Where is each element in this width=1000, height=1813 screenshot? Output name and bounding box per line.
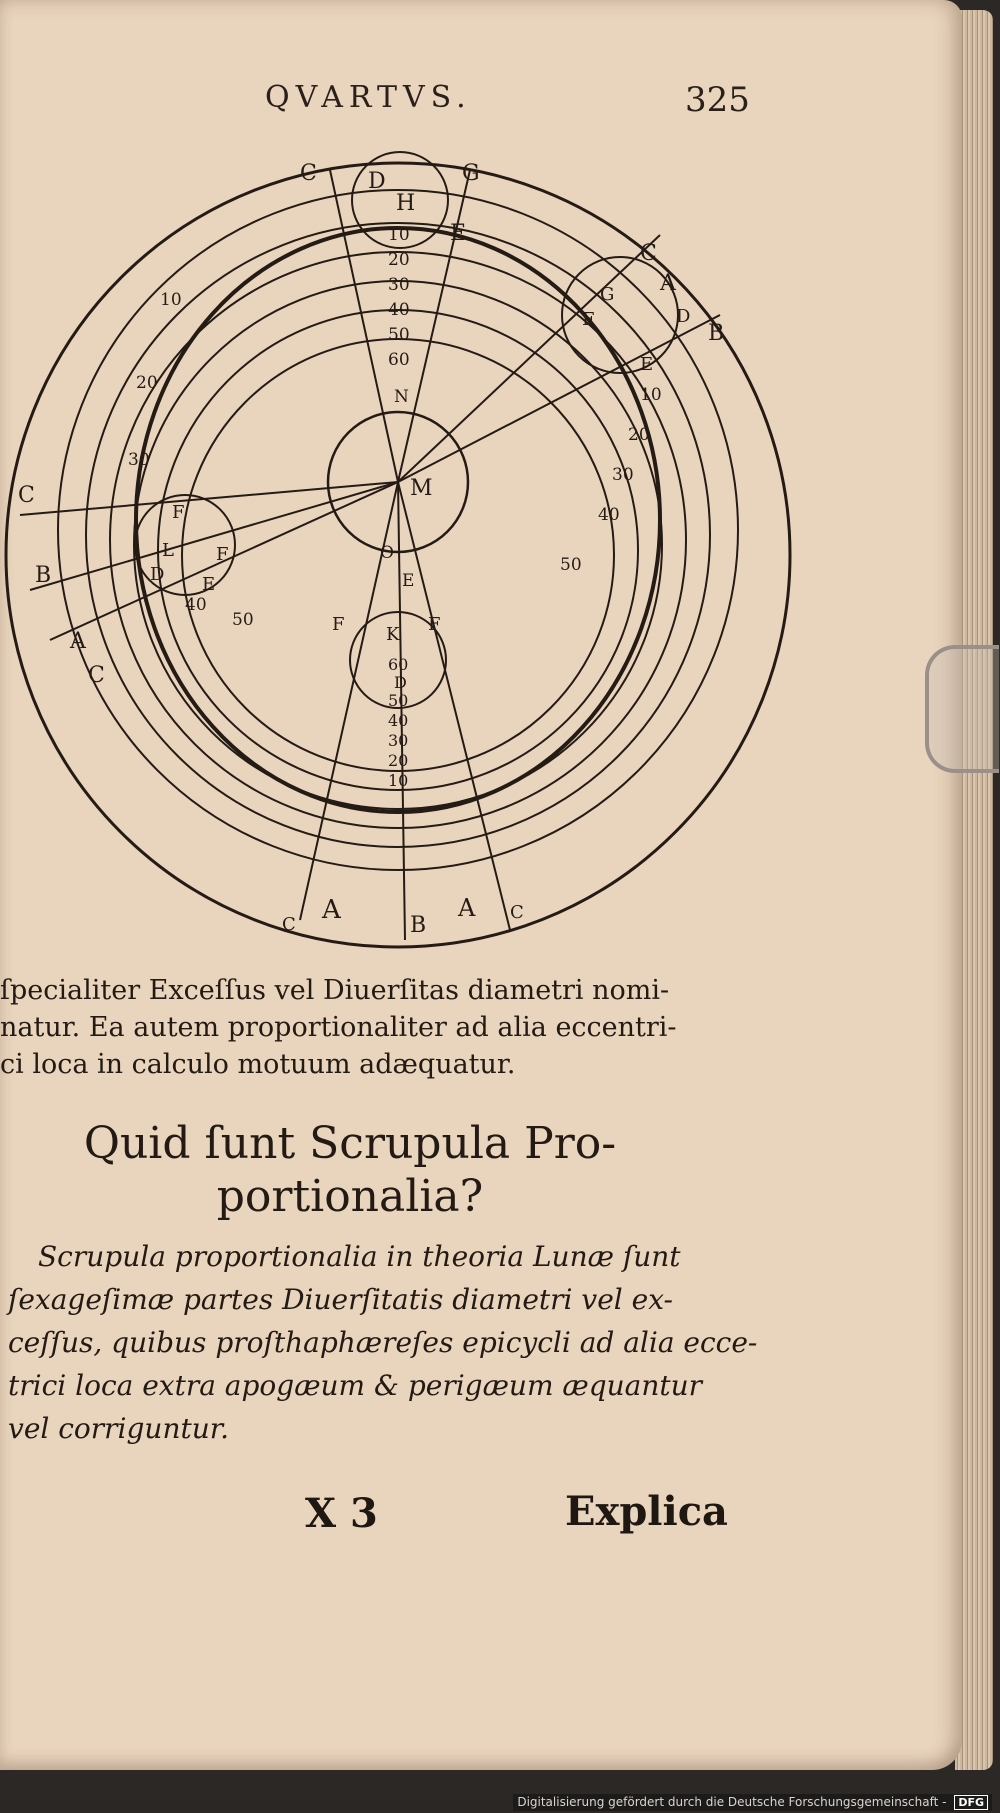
- signature-mark: X 3: [305, 1490, 378, 1537]
- answer-line: ceſſus, quibus proſthaphæreſes epicycli ad alia ecce-: [8, 1326, 758, 1359]
- digitization-credit: [513, 1794, 992, 1811]
- label-top-10: 10: [388, 225, 410, 245]
- label-right-10: 10: [640, 385, 662, 405]
- label-left-f2: F: [216, 544, 229, 565]
- answer-line: vel corriguntur.: [8, 1412, 229, 1445]
- label-top-30: 30: [388, 275, 410, 295]
- label-right-f: F: [582, 309, 595, 330]
- label-left-30: 30: [128, 450, 150, 470]
- dfg-logo: DFG: [954, 1795, 988, 1810]
- label-right-c: C: [640, 241, 657, 266]
- label-right-40: 40: [598, 505, 620, 525]
- heading-line: portionalia?: [216, 1171, 484, 1222]
- lunar-theory-diagram: [0, 140, 800, 960]
- label-left-40: 40: [185, 595, 207, 615]
- label-bottom-40: 40: [388, 711, 409, 730]
- page-clip: [925, 645, 999, 773]
- label-left-d: D: [150, 564, 165, 585]
- label-left-20: 20: [136, 373, 158, 393]
- label-bottom-k: K: [386, 624, 400, 645]
- label-top-h: H: [396, 191, 416, 216]
- label-right-d: D: [676, 306, 691, 327]
- label-right-b: B: [708, 321, 725, 346]
- label-left-c1: C: [18, 483, 35, 508]
- label-top-d: D: [368, 169, 386, 194]
- answer-line: ſexageſimæ partes Diuerſitatis diametri vel ex-: [8, 1283, 673, 1316]
- label-base-b: B: [410, 913, 427, 938]
- body-line: ci loca in calculo motuum adæquatur.: [0, 1049, 516, 1080]
- label-top-e: E: [450, 221, 467, 246]
- label-bottom-50: 50: [388, 691, 409, 710]
- answer-line: Scrupula proportionalia in theoria Lunæ ſunt: [38, 1240, 681, 1273]
- label-top-40: 40: [388, 300, 410, 320]
- label-left-c2: C: [88, 663, 105, 688]
- label-top-c: C: [300, 161, 317, 186]
- label-right-a: A: [660, 271, 676, 296]
- label-right-30: 30: [612, 465, 634, 485]
- label-right-e: E: [640, 354, 654, 375]
- label-right-g: G: [600, 284, 615, 305]
- label-center-m: M: [410, 476, 433, 501]
- body-line: ſpecialiter Exceſſus vel Diuerſitas diametri nomi-: [0, 975, 670, 1006]
- label-bottom-f1: F: [332, 614, 345, 635]
- label-left-l: L: [162, 540, 174, 561]
- body-line: natur. Ea autem proportionaliter ad alia eccentri-: [0, 1012, 677, 1043]
- credit-text: Digitalisierung gefördert durch die Deutsche Forschungsgemeinschaft -: [517, 1795, 947, 1809]
- label-bottom-f2: F: [428, 614, 441, 635]
- question-heading: [40, 1118, 660, 1222]
- heading-line: Quid ſunt Scrupula Pro-: [83, 1118, 617, 1169]
- label-right-20: 20: [628, 425, 650, 445]
- label-base-a1: A: [322, 895, 341, 925]
- label-center-n: N: [394, 387, 409, 407]
- label-top-20: 20: [388, 250, 410, 270]
- label-right-50: 50: [560, 555, 582, 575]
- label-center-e: E: [402, 571, 415, 591]
- label-base-a2: A: [458, 894, 476, 922]
- label-center-o: O: [380, 543, 394, 563]
- answer-line: trici loca extra apogæum & perigæum æquantur: [8, 1369, 703, 1402]
- body-paragraph: [0, 975, 760, 1080]
- label-bottom-10: 10: [388, 771, 409, 790]
- label-left-f1: F: [172, 502, 185, 523]
- label-bottom-30: 30: [388, 731, 409, 750]
- label-bottom-20: 20: [388, 751, 409, 770]
- label-left-e: E: [202, 574, 216, 595]
- label-left-b: B: [35, 563, 52, 588]
- label-left-50: 50: [232, 610, 254, 630]
- catchword: Explica: [565, 1488, 728, 1535]
- right-ray-2: [398, 315, 720, 482]
- page-number: 325: [685, 80, 750, 120]
- answer-paragraph: [8, 1240, 758, 1445]
- label-left-a: A: [70, 629, 86, 654]
- running-head: QVARTVS.: [265, 80, 472, 115]
- label-base-c2: C: [510, 902, 524, 923]
- label-base-c1: C: [282, 914, 296, 935]
- label-left-10: 10: [160, 290, 182, 310]
- label-bottom-d: D: [394, 673, 407, 692]
- label-top-60: 60: [388, 350, 410, 370]
- label-bottom-60: 60: [388, 655, 409, 674]
- label-top-50: 50: [388, 325, 410, 345]
- label-top-g: G: [462, 161, 480, 186]
